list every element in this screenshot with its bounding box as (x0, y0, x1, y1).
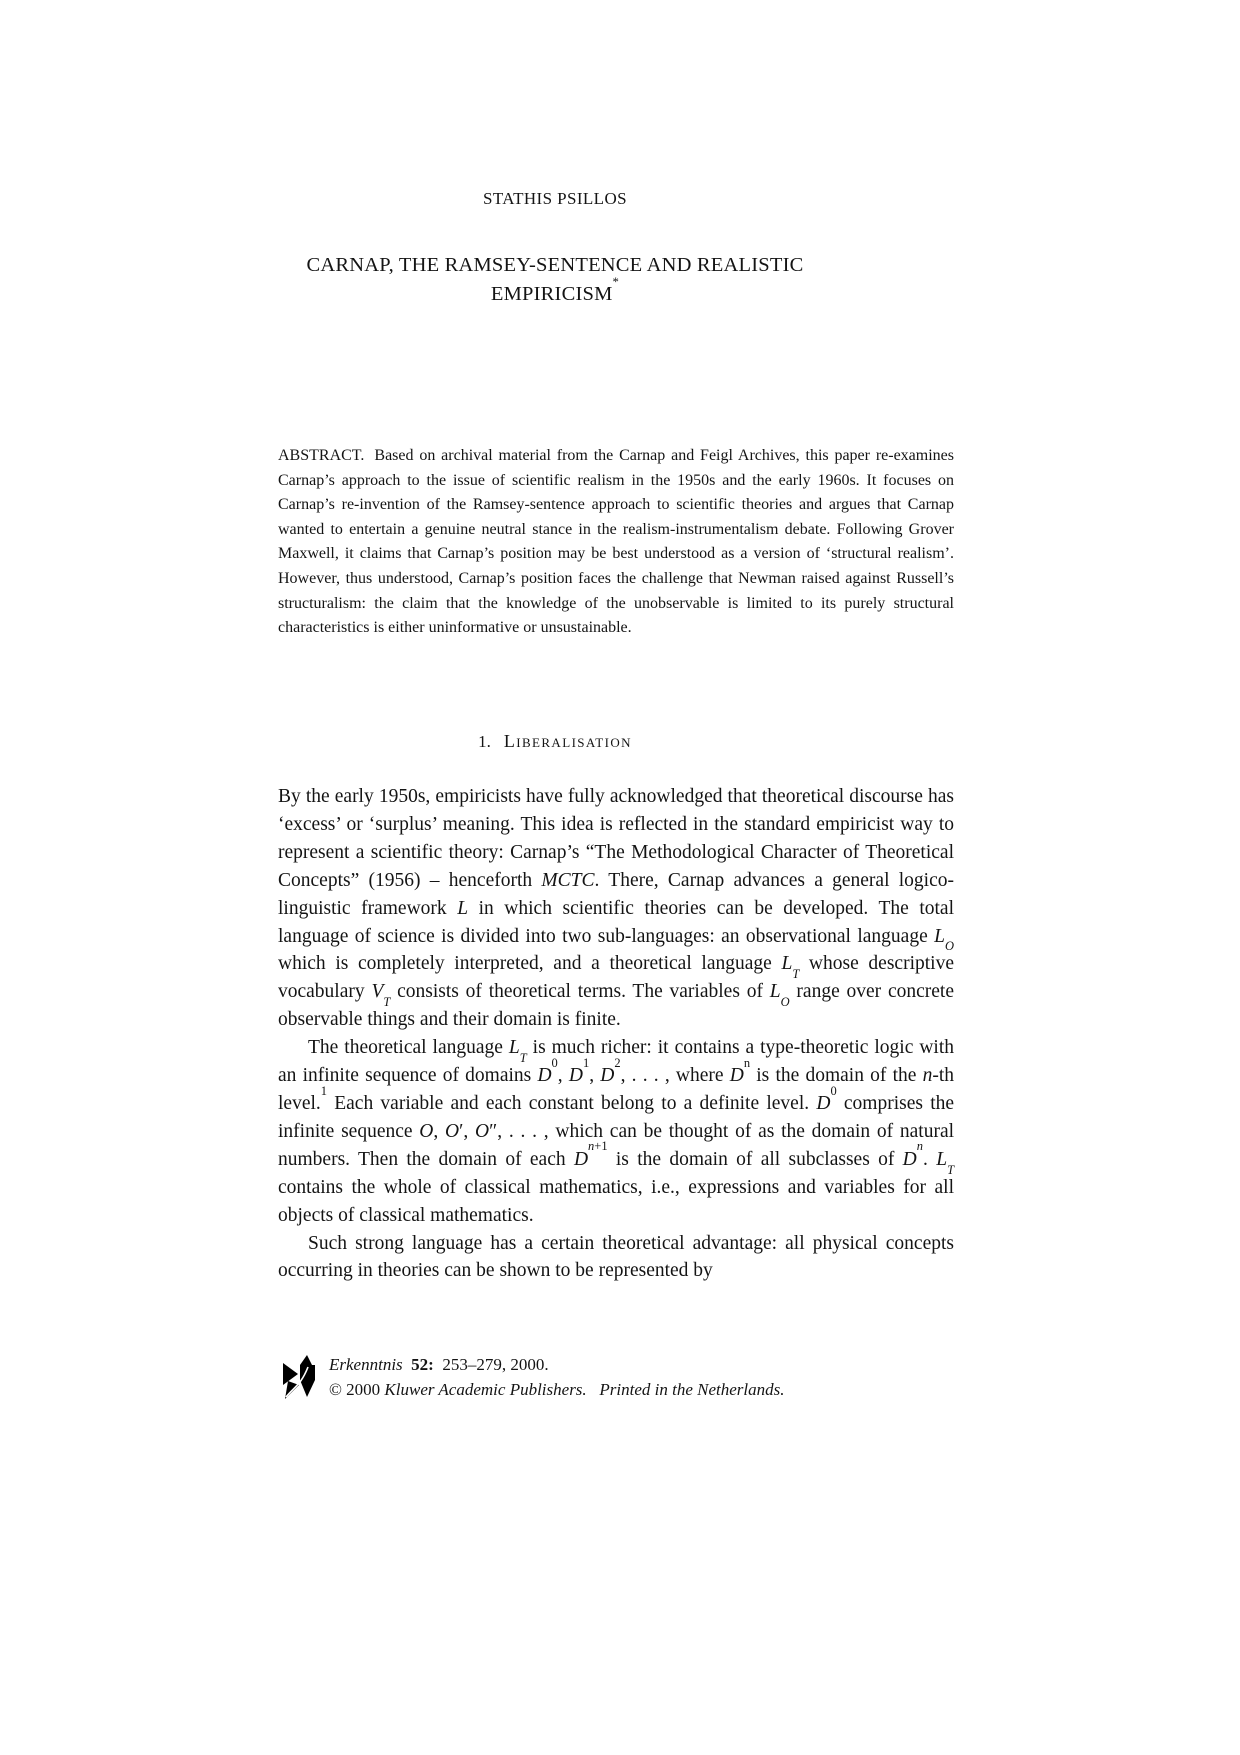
journal-footer (281, 1353, 785, 1405)
abstract (278, 444, 954, 641)
article-body (278, 783, 954, 1285)
kluwer-logo-icon (281, 1355, 317, 1405)
section-heading (205, 731, 905, 752)
body-paragraph: By the early 1950s, empiricists have fully acknowledged that theoretical discourse has ‘excess’ or ‘surplus’ meaning. This idea is reflected in the standard empiricist way to represent a scientific theory: Carnap’s “The Methodological Character of Theoretical Concepts” (1956) – henceforth MCTC. There, Carnap advances a general logico-linguistic framework L in which scientific theories can be developed. The total language of science is divided into two sub-languages: an observational language $L_O$ which is completely interpreted, and a theoretical language $L_T$ whose descriptive vocabulary $V_T$ consists of theoretical terms. The variables of $L_O$ range over concrete observable things and their domain is finite. (278, 786, 954, 1031)
abstract-label: ABSTRACT. (278, 447, 365, 464)
section-title: Liberalisation (503, 731, 632, 751)
abstract-text: Based on archival material from the Carnap and Feigl Archives, this paper re-examines Carnap’s approach to the issue of scientific realism in the 1950s and the early 1960s. It focuses on Carnap’s re-invention of the Ramsey-sentence approach to scientific theories and argues that Carnap wanted to entertain a genuine neutral stance in the realism-instrumentalism debate. Following Grover Maxwell, it claims that Carnap’s position may be best understood as a version of ‘structural realism’. However, thus understood, Carnap’s position faces the challenge that Newman raised against Russell’s structuralism: the claim that the knowledge of the unobservable is limited to its purely structural characteristics is either uninformative or unsustainable. (278, 447, 954, 637)
paper-title-line-2-text: EMPIRICISM (490, 283, 613, 305)
body-paragraph: The theoretical language $L_T$ is much richer: it contains a type-theoretic logic with an infinite sequence of domains $D^0$, $D^1$, $D^2$, . . . , where $D^n$ is the domain of the n-th level.$^1$ Each variable and each constant belong to a definite level. $D^0$ comprises the infinite sequence O, O′, O″, . . . , which can be thought of as the domain of natural numbers. Then the domain of each $D^{n+1}$ is the domain of all subclasses of $D^n$. $L_T$ contains the whole of classical mathematics, i.e., expressions and variables for all objects of classical mathematics. (278, 1037, 955, 1226)
copyright-line: © 2000 Kluwer Academic Publishers. Printed in the Netherlands. (329, 1379, 785, 1399)
paper-title (205, 251, 905, 309)
paper-title-line-2 (205, 274, 905, 309)
section-number: 1. (478, 732, 491, 751)
body-paragraph: Such strong language has a certain theoretical advantage: all physical concepts occurring in theories can be shown to be represented by (278, 1232, 954, 1282)
paper-title-line-1: CARNAP, THE RAMSEY-SENTENCE AND REALISTIC (306, 254, 804, 276)
journal-citation-block (329, 1353, 785, 1403)
title-footnote-marker: * (612, 274, 620, 289)
author-name: STATHIS PSILLOS (483, 189, 627, 208)
journal-citation: Erkenntnis 52: 253–279, 2000. (329, 1355, 549, 1374)
